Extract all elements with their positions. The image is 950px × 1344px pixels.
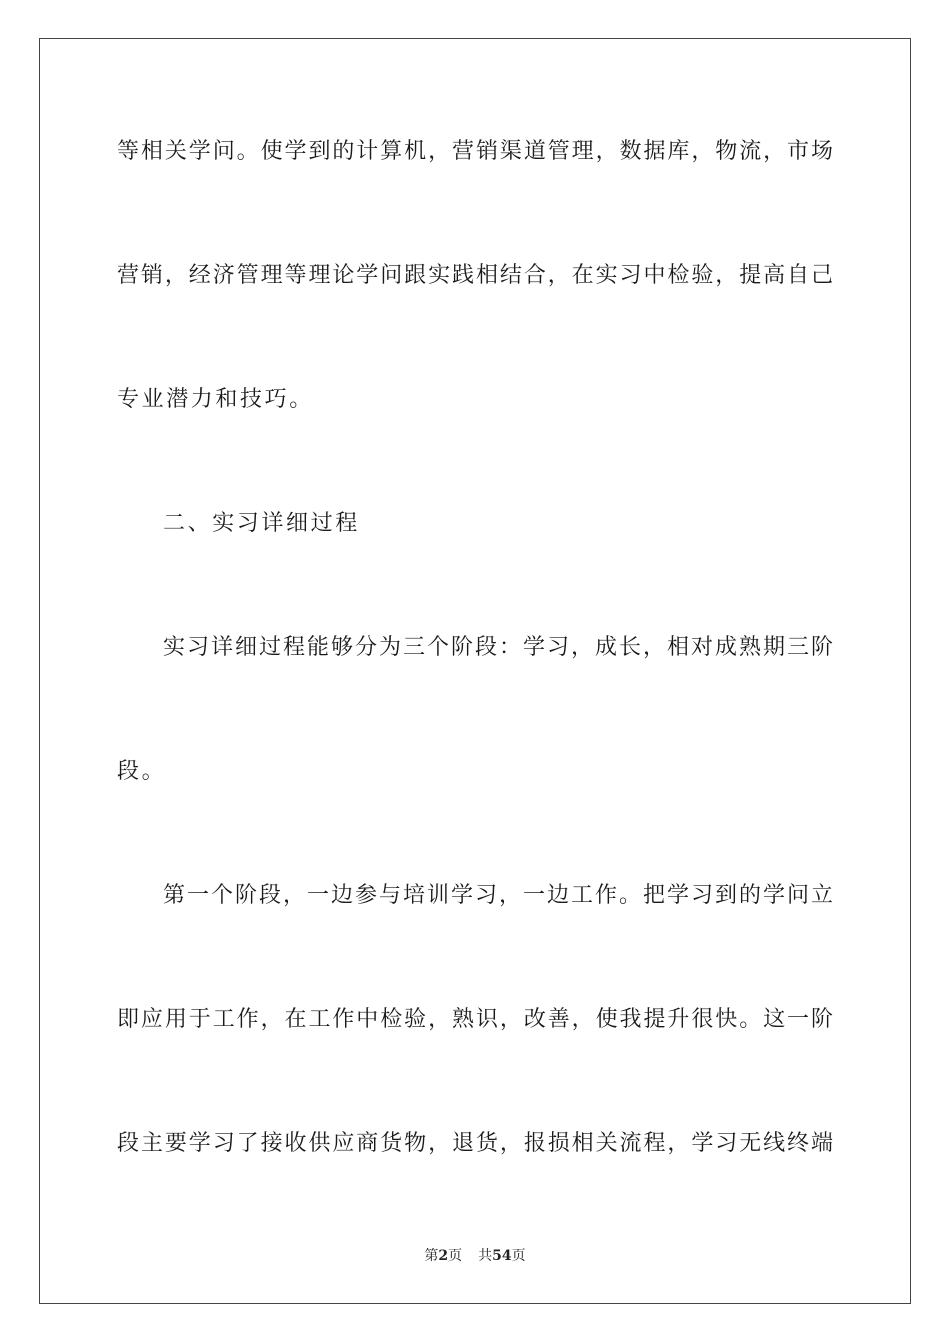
body-line-8: 即应用于工作，在工作中检验，熟识，改善，使我提升很快。这一阶 bbox=[117, 1007, 833, 1032]
body-line-6: 段。 bbox=[117, 759, 167, 784]
body-line-1: 等相关学问。使学到的计算机，营销渠道管理，数据库，物流，市场 bbox=[117, 139, 833, 164]
page-border bbox=[39, 38, 911, 1304]
body-line-3: 专业潜力和技巧。 bbox=[117, 387, 314, 412]
section-heading: 二、实习详细过程 bbox=[163, 511, 360, 536]
total-suffix: 页 bbox=[511, 1248, 526, 1264]
body-line-9: 段主要学习了接收供应商货物，退货，报损相关流程，学习无线终端 bbox=[117, 1131, 833, 1156]
total-prefix: 共 bbox=[478, 1248, 493, 1264]
page-total: 54 bbox=[492, 1248, 512, 1264]
page-footer bbox=[0, 1246, 950, 1266]
body-line-5: 实习详细过程能够分为三个阶段：学习，成长，相对成熟期三阶 bbox=[163, 635, 833, 660]
body-line-2: 营销，经济管理等理论学问跟实践相结合，在实习中检验，提高自己 bbox=[117, 263, 833, 288]
body-line-7: 第一个阶段，一边参与培训学习，一边工作。把学习到的学问立 bbox=[163, 883, 833, 908]
page-prefix: 第 bbox=[424, 1248, 439, 1264]
page-suffix: 页 bbox=[448, 1248, 463, 1264]
page-current: 2 bbox=[438, 1248, 449, 1264]
